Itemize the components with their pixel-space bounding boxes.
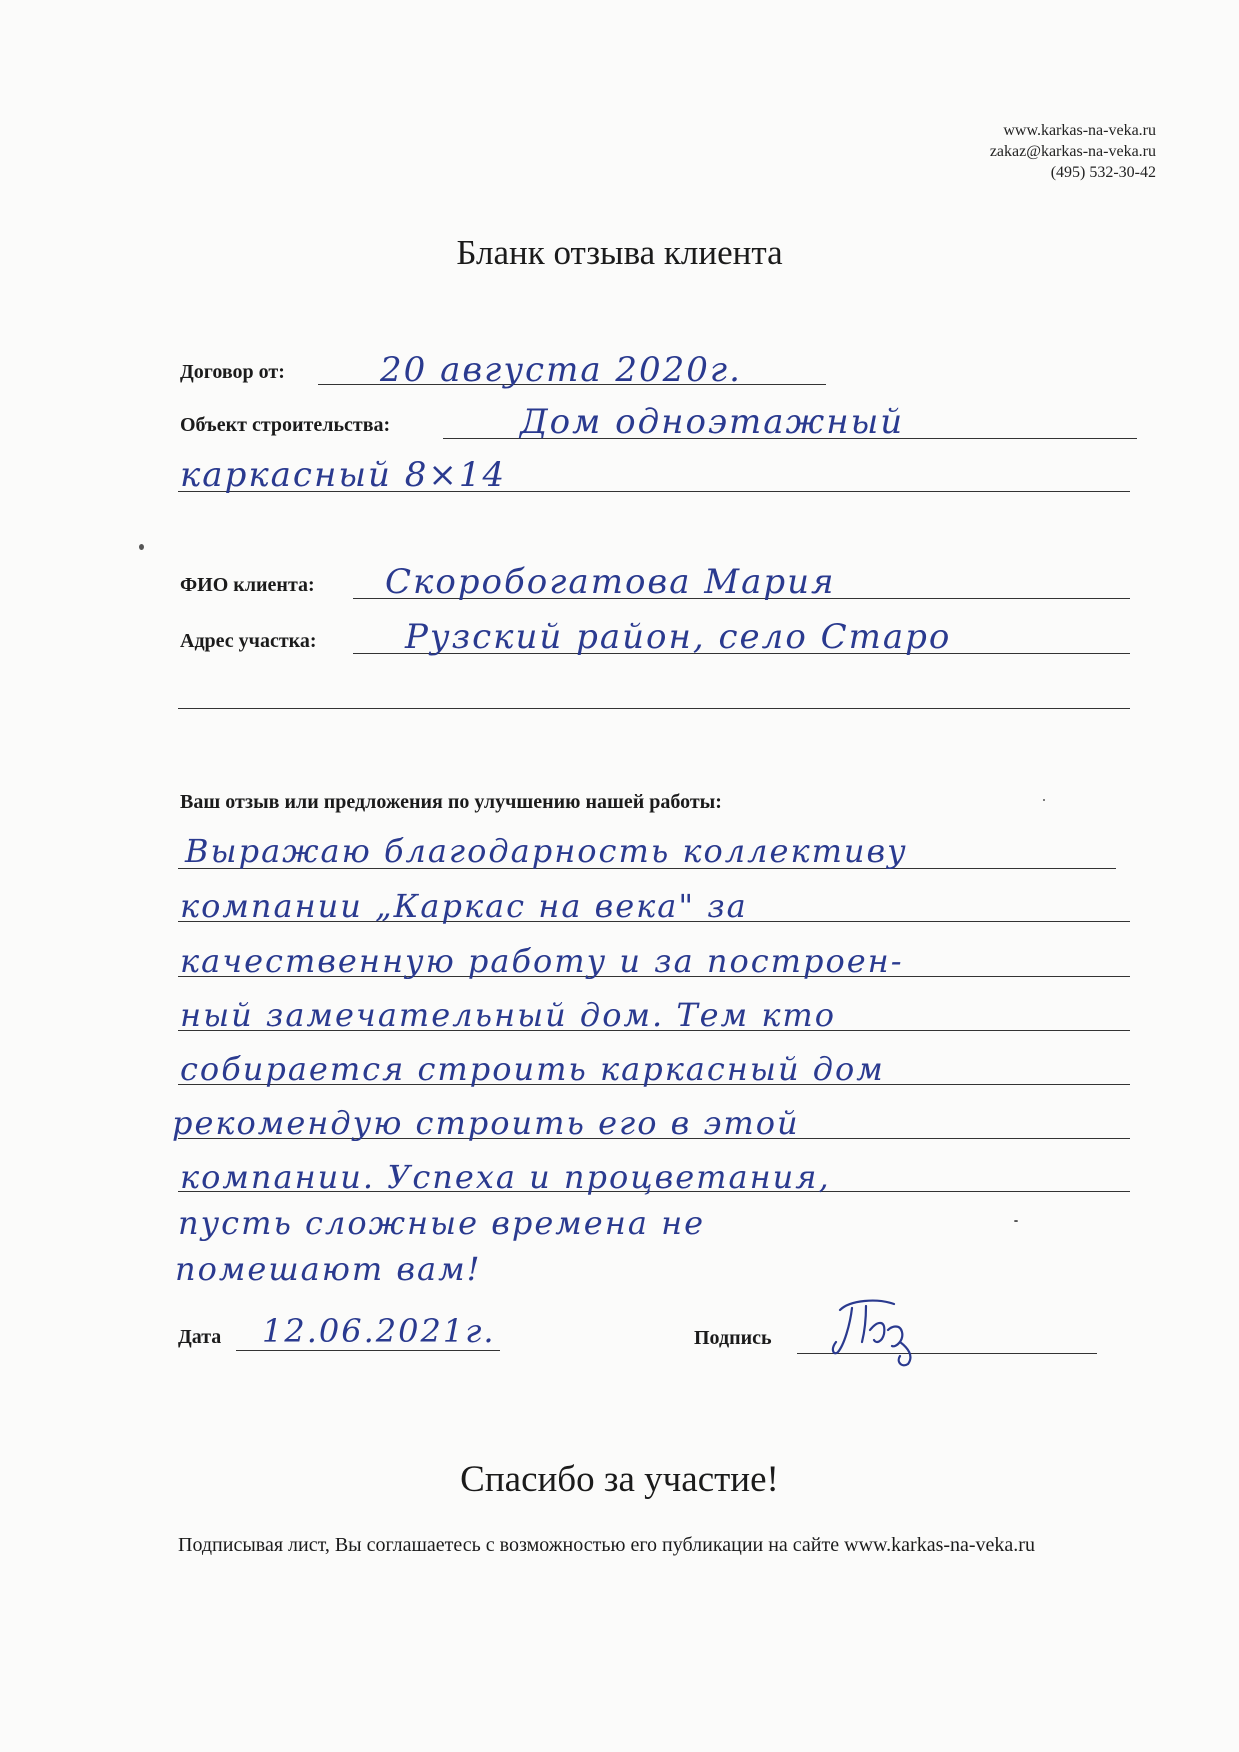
contract-value: 20 августа 2020г.: [380, 350, 742, 390]
scan-speck: [139, 544, 144, 550]
company-phone: (495) 532-30-42: [1050, 164, 1156, 181]
review-line: пусть сложные времена не: [178, 1204, 706, 1242]
review-line: компании „Каркас на века" за: [180, 887, 748, 925]
client-value: Скоробогатова Мария: [385, 562, 836, 602]
client-label: ФИО клиента:: [180, 574, 315, 596]
signature-label: Подпись: [694, 1327, 772, 1349]
form-title: Бланк отзыва клиента: [456, 233, 783, 272]
thanks-message: Спасибо за участие!: [460, 1459, 779, 1500]
company-email: zakaz@karkas-na-veka.ru: [989, 143, 1156, 160]
scan-speck: [1014, 1220, 1018, 1222]
date-value: 12.06.2021г.: [262, 1312, 496, 1350]
review-line: качественную работу и за построен-: [180, 942, 904, 980]
object-value-line2: каркасный 8×14: [180, 455, 507, 495]
publication-consent-note: Подписывая лист, Вы соглашаетесь с возможностью его публикации на сайте www.karkas-na-veka.ru: [178, 1534, 1035, 1556]
review-line: рекомендую строить его в этой: [172, 1104, 800, 1142]
handwritten-signature: [822, 1290, 932, 1370]
date-rule: [236, 1350, 500, 1351]
company-website: www.karkas-na-veka.ru: [1003, 122, 1156, 139]
address-value: Рузский район, село Старо: [405, 617, 952, 657]
date-label: Дата: [178, 1326, 222, 1348]
scan-speck: [1043, 799, 1045, 801]
review-line: Выражаю благодарность коллективу: [185, 832, 908, 870]
address-label: Адрес участка:: [180, 630, 317, 652]
review-line: ный замечательный дом. Тем кто: [180, 996, 837, 1034]
contract-label: Договор от:: [180, 361, 285, 383]
review-line: компании. Успеха и процветания,: [180, 1158, 831, 1196]
object-value-line1: Дом одноэтажный: [520, 402, 905, 442]
review-line: помешают вам!: [175, 1250, 482, 1288]
review-label: Ваш отзыв или предложения по улучшению нашей работы:: [180, 791, 722, 813]
object-label: Объект строительства:: [180, 414, 391, 436]
review-line: собирается строить каркасный дом: [180, 1050, 885, 1088]
address-rule-2: [178, 708, 1130, 709]
company-contacts: [990, 120, 1156, 183]
